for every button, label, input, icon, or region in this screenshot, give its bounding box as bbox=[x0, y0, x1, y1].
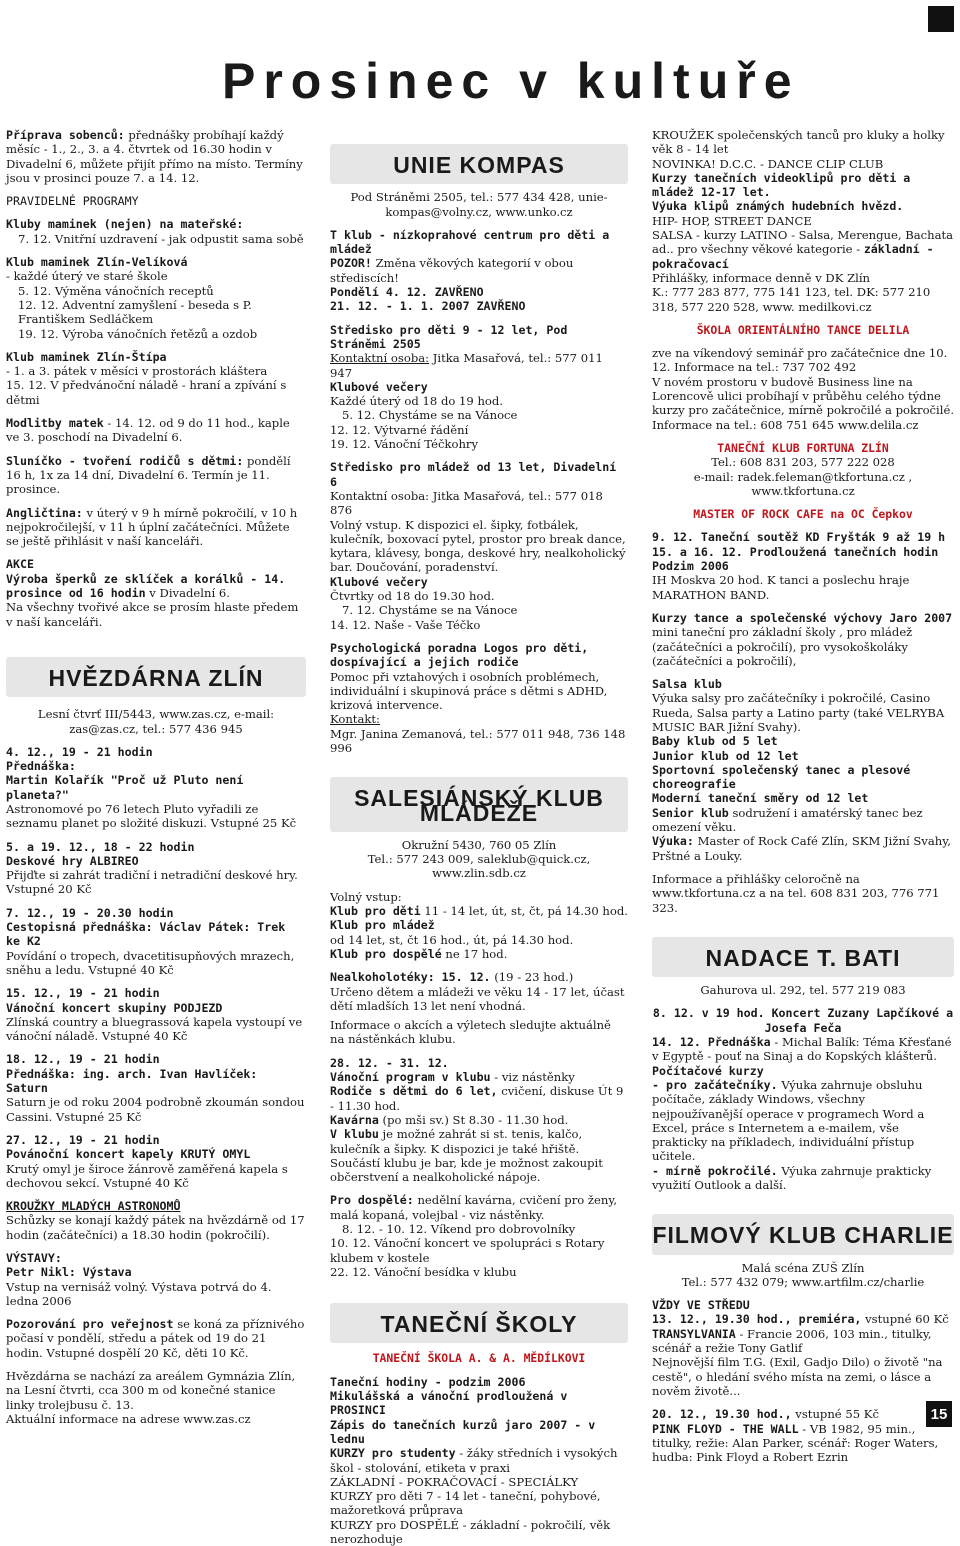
stredisko-line: 7. 12. Chystáme se na Vánoce bbox=[342, 603, 518, 618]
filmovy-klub-address: Malá scéna ZUŠ Zlín Tel.: 577 432 079; www.artfilm.cz/charlie bbox=[681, 1260, 925, 1289]
klub-label: Klub pro děti bbox=[330, 904, 421, 919]
dospele-line: 22. 12. Vánoční besídka v klubu bbox=[330, 1264, 517, 1279]
stipa-heading: Klub maminek Zlín-Štípa bbox=[6, 349, 167, 364]
kavarna-text: (po mši sv.) St 8.30 - 11.30 hod. bbox=[378, 1112, 569, 1127]
stredisko-heading: Středisko pro děti 9 - 12 let, Pod Stráněmi 2505 bbox=[330, 322, 568, 351]
novinka-text: NOVINKA! D.C.C. - DANCE CLIP CLUB bbox=[652, 156, 884, 171]
nealko-desc: Určeno dětem a mládeži ve věku 14 - 17 let, účast dětí mladších 13 let není vhodná. bbox=[330, 984, 625, 1013]
event-desc: Přijďte si zahrát tradiční i netradiční deskové hry. Vstupné 20 Kč bbox=[6, 868, 298, 897]
velikova-heading: Klub maminek Zlín-Velíková bbox=[6, 255, 188, 270]
pc-text: Výuka zahrnuje obsluhu počítače, základy Windows, všechny nejpoužívanější operace v programech Word a Excel, práce s Internetem a e-mailem, vše prakticky na příkladech, individuální přístup učitele. bbox=[652, 1077, 925, 1164]
column-middle bbox=[330, 128, 628, 1546]
tanecni-line: ZÁKLADNÍ - POKRAČOVACÍ - SPECIÁLKY bbox=[330, 1474, 579, 1489]
stredisko-desc: Volný vstup. K dispozici el. šipky, fotbálek, kulečník, boxovací pytel, prostor pro break dance, kytara, klávesy, bonga, deskové hry, nealkoholický bar. Doučování, poradenství. bbox=[330, 517, 626, 575]
dospele-line: 8. 12. - 10. 12. Víkend pro dobrovolníky bbox=[342, 1222, 576, 1236]
film-price: vstupné 60 Kč bbox=[861, 1312, 949, 1327]
fortuna-tel: Tel.: 608 831 203, 577 222 028 bbox=[711, 455, 895, 470]
tanecni-skoly-banner: TANEČNÍ ŠKOLY bbox=[330, 1303, 628, 1343]
event-date: 27. 12., 19 - 21 hodin bbox=[6, 1132, 160, 1147]
dospele-line: 10. 12. Vánoční koncert ve spolupráci s Rotary klubem v kostele bbox=[330, 1236, 605, 1265]
klub-line: Junior klub od 12 let bbox=[652, 748, 799, 763]
event-date: 15. 12., 19 - 21 hodin bbox=[6, 986, 160, 1001]
stipa-line: - 1. a 3. pátek v měsíci v prostorách kláštera bbox=[6, 364, 268, 379]
filmovy-klub-banner: FILMOVÝ KLUB CHARLIE bbox=[652, 1214, 954, 1254]
tanecni-text: - žáky středních i vysokých škol - stolování, etiketa v praxi bbox=[330, 1446, 618, 1475]
logos-heading: Psychologická poradna Logos pro děti, dospívající a jejich rodiče bbox=[330, 640, 589, 670]
pc-heading: Počítačové kurzy bbox=[652, 1063, 764, 1078]
event-title: Martin Kolařík "Proč už Pluto není planeta?" bbox=[6, 773, 244, 802]
klub-text: od 14 let, st, čt 16 hod., út, pá 14.30 hod. bbox=[330, 932, 574, 947]
akce-text: v Divadelní 6. bbox=[145, 586, 230, 601]
delila-subheading: ŠKOLA ORIENTÁLNÍHO TANCE DELILA bbox=[696, 322, 910, 337]
event-title: Přednáška: ing. arch. Ivan Havlíček: Saturn bbox=[6, 1066, 258, 1096]
velikova-line: 19. 12. Výroba vánočních řetězů a ozdob bbox=[18, 326, 258, 341]
pc-level: - pro začátečníky. bbox=[652, 1077, 778, 1092]
vp-label: Vánoční program v klubu bbox=[330, 1070, 491, 1085]
senior-label: Senior klub bbox=[652, 805, 729, 820]
contact-text: K.: 777 283 877, 775 141 123, tel. DK: 577 210 318, 577 220 528, www. medilkovi.cz bbox=[652, 285, 931, 314]
vyuka-heading: Výuka klipů známých hudebních hvězd. bbox=[652, 199, 904, 214]
vecery-heading: Klubové večery bbox=[330, 379, 428, 394]
krouzky-heading: KROUŽKY MLADÝCH ASTRONOMŮ bbox=[6, 1199, 181, 1214]
velikova-line: - každé úterý ve staré škole bbox=[6, 269, 168, 284]
nadace-event-text: - Michal Balík: Téma Křesťané v Egyptě - pouť na Sinaj a do Kopských klášterů. bbox=[652, 1035, 952, 1064]
tanecni-line: KURZY pro děti 7 - 14 let - taneční, pohybové, mažoretková průprava bbox=[330, 1489, 601, 1518]
hiphop-text: HIP- HOP, STREET DANCE bbox=[652, 213, 812, 228]
vystavy-heading: VÝSTAVY: bbox=[6, 1251, 62, 1265]
tklub-closed: 21. 12. - 1. 1. 2007 ZAVŘENO bbox=[330, 299, 526, 314]
event-desc: Krutý omyl je široce žánrově zaměřená kapela s dechovou sekcí. Vstupné 40 Kč bbox=[6, 1161, 288, 1190]
nadace-event: 8. 12. v 19 hod. Koncert Zuzany Lapčíkové a Josefa Feča bbox=[652, 1006, 954, 1035]
event-date: 7. 12., 19 - 20.30 hodin bbox=[6, 905, 174, 920]
delila-text: zve na víkendový seminář pro začátečnice dne 10. 12. Informace na tel.: 737 702 492 V novém prostoru v budově Business line na Lorencově ulici probíhají v průběhu celého týdne kurzy pro začátečnice, mírně pokročilé a pokročilé. Informace na tel.: 608 751 645 www.delila.cz bbox=[652, 346, 955, 432]
vklubu-text: je možné zahrát si st. tenis, kalčo, kulečník a šipky. K dispozici je také hřiště. Součástí klubu je bar, kde je možnost zakoupit občerstvení a nealkoholické nápoje. bbox=[330, 1127, 603, 1185]
rodice-label: Rodiče s dětmi do 6 let, bbox=[330, 1084, 498, 1099]
kluby-heading: Kluby maminek (nejen) na mateřské: bbox=[6, 217, 244, 232]
tklub-closed: Pondělí 4. 12. ZAVŘENO bbox=[330, 285, 484, 300]
salesiansky-address: Okružní 5430, 760 05 Zlín Tel.: 577 243 009, saleklub@quick.cz, www.zlin.sdb.cz bbox=[367, 837, 591, 881]
event-desc: Saturn je od roku 2004 podrobně zkoumán sondou Cassini. Vstupné 25 Kč bbox=[6, 1095, 305, 1124]
vyuka-text: Master of Rock Café Zlín, SKM Jižní Svahy, Prštné a Louky. bbox=[652, 834, 951, 863]
regular-programs-heading: PRAVIDELNÉ PROGRAMY bbox=[6, 194, 139, 209]
hvezdarna-web: Aktuální informace na adrese www.zas.cz bbox=[6, 1411, 251, 1426]
film-date: 20. 12., 19.30 hod., bbox=[652, 1407, 792, 1422]
column-right bbox=[652, 128, 954, 1464]
modlitby-text: - 14. 12. od 9 do 11 hod., kaple ve 3. poschodí na Divadelní 6. bbox=[6, 416, 290, 445]
nealko-time: (19 - 23 hod.) bbox=[490, 970, 574, 985]
vystavy-title: Petr Nikl: Výstava bbox=[6, 1265, 132, 1280]
stredisko-line: 14. 12. Naše - Vaše Téčko bbox=[330, 617, 481, 632]
column-left bbox=[6, 128, 306, 1426]
event-title: Deskové hry ALBIREO bbox=[6, 853, 139, 868]
fortuna-mail: e-mail: radek.feleman@tkfortuna.cz , www.tkfortuna.cz bbox=[693, 469, 913, 498]
stredisko-line: Každé úterý od 18 do 19 hod. bbox=[330, 394, 504, 409]
tanecni-line: Taneční hodiny - podzim 2006 bbox=[330, 1374, 526, 1389]
klub-label: Klub pro dospělé bbox=[330, 946, 442, 961]
kurzy-jaro-heading: Kurzy tance a společenské výchovy Jaro 2007 bbox=[652, 610, 953, 625]
salsa-text: SALSA - kurzy LATINO - Salsa, Merengue, Bachata ad.. pro všechny věkové kategorie - bbox=[652, 228, 954, 257]
salsa-level: základní - pokračovací bbox=[652, 242, 934, 271]
stipa-line: 15. 12. V předvánoční náladě - hraní a zpívání s dětmi bbox=[6, 378, 287, 407]
vp-text: - viz nástěnky bbox=[490, 1070, 575, 1085]
master-subheading: MASTER OF ROCK CAFE na OC Čepkov bbox=[693, 507, 913, 522]
tanecni-line: Zápis do tanečních kurzů jaro 2007 - v lednu bbox=[330, 1417, 596, 1446]
page-number: 15 bbox=[926, 1401, 952, 1427]
logos-desc: Pomoc při vztahových i osobních problémech, individuální i skupinová práce s dětmi s ADHD, krizová intervence. bbox=[330, 669, 608, 713]
info-akce: Informace o akcích a výletech sledujte aktuálně na nástěnkách klubu. bbox=[330, 1018, 611, 1047]
kurzy-heading: Kurzy tanečních videoklipů pro děti a mládež 12-17 let. bbox=[652, 170, 911, 200]
event-title: 9. 12. Taneční soutěž KD Fryšták 9 až 19 h bbox=[652, 530, 946, 545]
hvezdarna-address: Lesní čtvrť III/5443, www.zas.cz, e-mail: zas@zas.cz, tel.: 577 436 945 bbox=[37, 707, 275, 736]
contact-label: Kontaktní osoba: bbox=[330, 351, 430, 366]
salsa-klub-text: Výuka salsy pro začátečníky i pokročilé, Casino Rueda, Salsa party a Latino party (také VELRYBA MUSIC BAR Jižní Svahy). bbox=[652, 691, 945, 734]
kavarna-label: Kavárna bbox=[330, 1112, 379, 1127]
klub-line: Baby klub od 5 let bbox=[652, 734, 778, 749]
contact-text: Jitka Masařová, tel.: 577 011 947 bbox=[330, 351, 603, 380]
volny-vstup: Volný vstup: bbox=[330, 889, 402, 904]
film-title: PINK FLOYD - THE WALL bbox=[652, 1421, 799, 1436]
vzdy-heading: VŽDY VE STŘEDU bbox=[652, 1298, 750, 1313]
stredisko-line: 12. 12. Výtvarné řádění bbox=[330, 422, 469, 437]
tanecni-skola-subheading: TANEČNÍ ŠKOLA A. & A. MĚDÍLKOVI bbox=[372, 1351, 586, 1366]
krouzky-text: Schůzky se konají každý pátek na hvězdárně od 17 hodin (začátečníci) a 18.30 hodin (pokročilí). bbox=[6, 1213, 305, 1242]
tklub-pozor-text: Změna věkových kategorií v obou střediscích! bbox=[330, 256, 574, 285]
akce-title: Výroba šperků ze sklíček a korálků - 14. prosince od 16 hodin bbox=[6, 571, 286, 601]
unie-address: Pod Stráněmi 2505, tel.: 577 434 428, unie-kompas@volny.cz, www.unko.cz bbox=[350, 190, 608, 219]
vecery-heading: Klubové večery bbox=[330, 574, 428, 589]
pozor-text: se koná za příznivého počasí v pondělí, středu a pátek od 19 do 21 hodin. Vstupné dospělí 20 Kč, děti 10 Kč. bbox=[6, 1317, 305, 1360]
tkfortuna-info: Informace a přihlášky celoročně na www.tkfortuna.cz a na tel. 608 831 203, 776 771 323. bbox=[652, 871, 940, 915]
akce-note: Na všechny tvořivé akce se prosím hlaste předem v naší kanceláři. bbox=[6, 600, 299, 629]
kluby-line: 7. 12. Vnitřní uzdravení - jak odpustit sama sobě bbox=[18, 231, 304, 246]
prihlasky-text: Přihlášky, informace denně v DK Zlín bbox=[652, 270, 871, 285]
unie-kompas-banner: UNIE KOMPAS bbox=[330, 144, 628, 184]
hvezdarna-banner: HVĚZDÁRNA ZLÍN bbox=[6, 657, 306, 697]
nadace-address: Gahurova ul. 292, tel. 577 219 083 bbox=[700, 983, 906, 998]
event-title: Povánoční koncert kapely KRUTÝ OMYL bbox=[6, 1147, 251, 1162]
slunicko-label: Sluníčko - tvoření rodičů s dětmi: bbox=[6, 453, 244, 468]
logos-contact: Mgr. Janina Zemanová, tel.: 577 011 948, 736 148 996 bbox=[330, 726, 626, 755]
pc-level: - mírně pokročilé. bbox=[652, 1163, 778, 1178]
dospele-text: nedělní kavárna, cvičení pro ženy, malá kopaná, volejbal - viz nástěnky. bbox=[330, 1193, 618, 1222]
tanecni-line: Mikulášská a vánoční prodloužená v PROSINCI bbox=[330, 1389, 568, 1418]
film-desc: Nejnovější film T.G. (Exil, Gadjo Dilo) o životě "na cestě", o hledání svého místa na zemi, o lásce a nověm životě... bbox=[652, 1355, 943, 1398]
contact-text: Kontaktní osoba: Jitka Masařová, tel.: 577 018 876 bbox=[330, 488, 603, 518]
klub-text: ne 17 hod. bbox=[441, 946, 508, 961]
film-title: TRANSYLVANIA bbox=[652, 1326, 736, 1341]
film-price: vstupné 55 Kč bbox=[791, 1407, 879, 1422]
klub-line: Moderní taneční směry od 12 let bbox=[652, 791, 869, 806]
logos-contact-label: Kontakt: bbox=[330, 712, 380, 727]
pc-text: Výuka zahrnuje prakticky využití Outlook a další. bbox=[652, 1163, 932, 1192]
film-desc: - Francie 2006, 103 min., titulky, scénář a režie Tony Gatlif bbox=[652, 1326, 932, 1356]
anglictina-text: v úterý v 9 h mírně pokročilí, v 10 h nejpokročilejší, v 11 h úplní začátečníci. Můžete se ještě přihlásit v naší kanceláři. bbox=[6, 505, 298, 549]
stredisko-line: Čtvrtky od 18 do 19.30 hod. bbox=[330, 589, 495, 604]
event-desc: Povídání o tropech, dvacetitisupňových mrazech, sněhu a ledu. Vstupné 40 Kč bbox=[6, 948, 295, 977]
anglictina-label: Angličtina: bbox=[6, 505, 83, 520]
velikova-line: 12. 12. Adventní zamyšlení - beseda s P. Františkem Sedláčkem bbox=[18, 297, 252, 327]
event-date: 18. 12., 19 - 21 hodin bbox=[6, 1052, 160, 1067]
vp-dates: 28. 12. - 31. 12. bbox=[330, 1055, 449, 1070]
nadace-banner: NADACE T. BATI bbox=[652, 937, 954, 977]
vklubu-label: V klubu bbox=[330, 1127, 379, 1142]
tklub-heading: T klub - nízkoprahové centrum pro děti a mládež bbox=[330, 227, 610, 257]
salesiansky-banner: SALESIÁNSKÝ KLUB MLÁDEŽE bbox=[330, 777, 628, 832]
film-desc: - VB 1982, 95 min., titulky, režie: Alan Parker, scénář: Roger Waters, hudba: Pink Floyd a Robert Ezrin bbox=[652, 1421, 939, 1465]
intro-text: přednášky probíhají každý měsíc - 1., 2., 3. a 4. čtvrtek od 16.30 hodin v Divadelní 6, můžete přijít přímo na místo. Termíny jsou v prosinci pouze 7. a 14. 12. bbox=[6, 128, 303, 185]
klub-line: Sportovní společenský tanec a plesové choreografie bbox=[652, 762, 911, 792]
tklub-pozor: POZOR! bbox=[330, 256, 372, 271]
klub-text: 11 - 14 let, út, st, čt, pá 14.30 hod. bbox=[420, 904, 628, 919]
slunicko-text: pondělí 16 h, 1x za 14 dní, Divadelní 6. Termín je 11. prosince. bbox=[6, 453, 291, 497]
modlitby-label: Modlitby matek bbox=[6, 416, 104, 431]
event-desc: Astronomové po 76 letech Pluto vyřadili ze seznamu planet po složité diskuzi. Vstupné 25 Kč bbox=[6, 801, 297, 831]
event-desc: IH Moskva 20 hod. K tanci a poslechu hraje MARATHON BAND. bbox=[652, 573, 910, 602]
kurzy-jaro-text: mini taneční pro základní školy , pro mládež (začátečníci a pokročilí), pro vysokoškoláky (začátečníci a pokročilí), bbox=[652, 625, 913, 668]
fortuna-subheading: TANEČNÍ KLUB FORTUNA ZLÍN bbox=[717, 440, 889, 455]
dospele-label: Pro dospělé: bbox=[330, 1193, 414, 1208]
pozor-label: Pozorování pro veřejnost bbox=[6, 1317, 174, 1332]
page-title: Prosinec v kultuře bbox=[222, 53, 800, 109]
krouzek-text: KROUŽEK společenských tanců pro kluky a holky věk 8 - 14 let bbox=[652, 128, 945, 157]
nadace-event-label: 14. 12. Přednáška bbox=[652, 1035, 771, 1050]
senior-text: sodružení i amatérský tanec bez omezení věku. bbox=[652, 805, 923, 835]
event-date: 4. 12., 19 - 21 hodin bbox=[6, 744, 153, 759]
event-desc: Zlínská country a bluegrassová kapela vystoupí ve vánoční náladě. Vstupné 40 Kč bbox=[6, 1014, 303, 1044]
tanecni-label: KURZY pro studenty bbox=[330, 1446, 456, 1461]
film-date: 13. 12., 19.30 hod., premiéra, bbox=[652, 1312, 862, 1327]
event-date: 5. a 19. 12., 18 - 22 hodin bbox=[6, 839, 195, 854]
stredisko-line: 19. 12. Vánoční Téčkohry bbox=[330, 437, 479, 452]
nealko-label: Nealkoholotéky: 15. 12. bbox=[330, 970, 491, 985]
vyuka-label: Výuka: bbox=[652, 834, 694, 849]
salsa-klub-heading: Salsa klub bbox=[652, 677, 722, 692]
stredisko-heading: Středisko pro mládež od 13 let, Divadelní 6 bbox=[330, 460, 617, 489]
hvezdarna-location: Hvězdárna se nachází za areálem Gymnázia Zlín, na Lesní čtvrti, cca 300 m od konečné stanice linky trolejbusu č. 13. bbox=[6, 1369, 296, 1412]
tanecni-line: KURZY pro DOSPĚLÉ - základní - pokročilí, věk nerozhoduje bbox=[330, 1517, 611, 1546]
akce-heading: AKCE bbox=[6, 557, 34, 572]
event-title: Cestopisná přednáška: Václav Pátek: Trek ke K2 bbox=[6, 920, 286, 949]
vystavy-text: Vstup na vernisáž volný. Výstava potrvá do 4. ledna 2006 bbox=[6, 1279, 272, 1308]
klub-label: Klub pro mládež bbox=[330, 918, 435, 933]
event-title: Vánoční koncert skupiny PODJEZD bbox=[6, 1000, 223, 1015]
rodice-text: cvičení, diskuse Út 9 - 11.30 hod. bbox=[330, 1084, 624, 1113]
event-kind: Přednáška: bbox=[6, 759, 76, 774]
corner-marker bbox=[928, 6, 954, 32]
event-title: 15. a 16. 12. Prodloužená tanečních hodin Podzim 2006 bbox=[652, 544, 939, 574]
velikova-line: 5. 12. Výměna vánočních receptů bbox=[18, 283, 214, 298]
stredisko-line: 5. 12. Chystáme se na Vánoce bbox=[342, 408, 518, 423]
intro-label: Příprava sobenců: bbox=[6, 128, 125, 142]
